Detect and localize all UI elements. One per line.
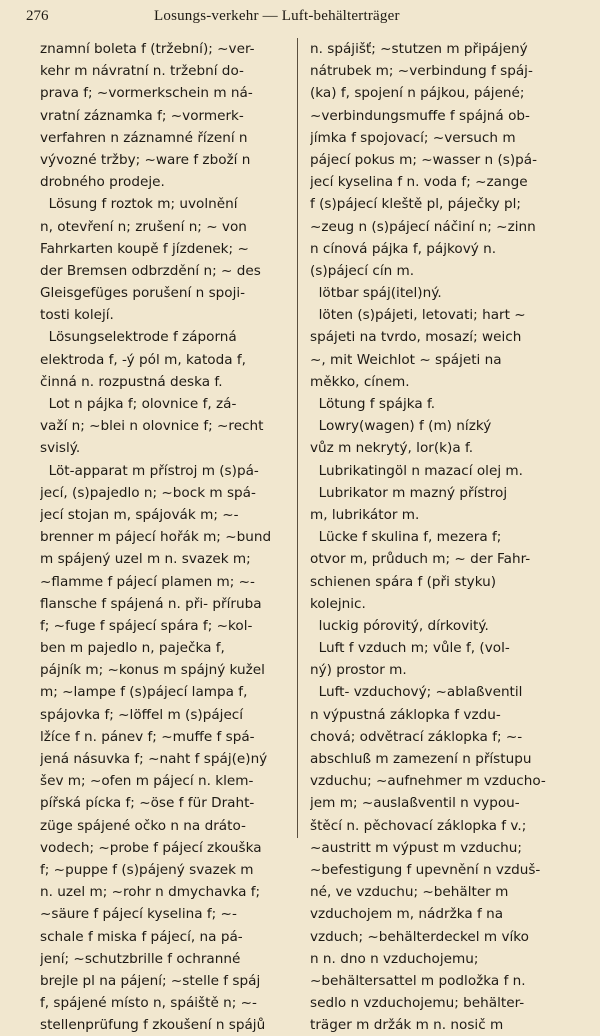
right-column [310,38,582,1036]
dictionary-line: pájník m; ~konus m spájný kužel [40,662,265,679]
dictionary-line: Luft- vzduchový; ~ablaßventil [310,684,523,701]
dictionary-line: jecí, (s)pajedlo n; ~bock m spá- [40,484,256,501]
dictionary-line: n, otevření n; zrušení n; ~ von [40,218,247,235]
dictionary-line: otvor m, průduch m; ~ der Fahr- [310,551,531,568]
dictionary-line: drobného prodeje. [40,174,165,191]
dictionary-line: Lötung f spájka f. [310,396,436,412]
page-header [24,6,580,32]
dictionary-line: stellenprüfung f zkoušení n spájů [40,1017,266,1034]
dictionary-line: ~verbindungsmuffe f spájná ob- [310,107,530,124]
dictionary-line: ~, mit Weichlot ~ spájeti na [310,351,502,368]
running-title: Losungs-verkehr — Luft-behälterträger [154,8,400,24]
dictionary-line: (s)pájecí cín m. [310,262,415,279]
dictionary-line: kolejnic. [310,595,366,612]
dictionary-line: n cínová pájka f, pájkový n. [310,240,497,257]
dictionary-line: činná n. rozpustná deska f. [40,373,223,390]
dictionary-line: vodech; ~probe f pájecí zkouška [40,839,262,856]
dictionary-line: jecí kyselina f n. voda f; ~zange [310,174,528,191]
dictionary-line: Lücke f skulina f, mezera f; [310,529,502,546]
dictionary-line: jímka f spojovací; ~versuch m [310,129,516,146]
dictionary-line: važí n; ~blei n olovnice f; ~recht [40,418,264,435]
dictionary-line: f, spájené místo n, spáiště n; ~- [40,995,257,1012]
dictionary-line: ný) prostor m. [310,662,407,679]
dictionary-line: sedlo n vzduchojemu; behälter- [310,995,525,1012]
dictionary-line: lötbar spáj(itel)ný. [310,285,442,302]
dictionary-line: ~flamme f pájecí plamen m; ~- [40,573,255,590]
dictionary-line: jená násuvka f; ~naht f spáj(e)ný [40,751,268,767]
dictionary-line: jecí stojan m, spájovák m; ~- [40,506,239,523]
dictionary-line: Lubrikator m mazný přístroj [310,484,508,501]
dictionary-line: Fahrkarten koupě f jízdenek; ~ [40,240,249,257]
dictionary-line: chová; odvětrací záklopka f; ~- [310,728,523,745]
dictionary-line: jení; ~schutzbrille f ochranné [40,950,241,967]
dictionary-line: Lowry(wagen) f (m) nízký [310,418,492,435]
dictionary-line: Lösungselektrode f záporná [40,329,237,346]
dictionary-line: abschluß m zamezení n přístupu [310,751,532,767]
dictionary-line: f; ~fuge f spájecí spára f; ~kol- [40,617,253,634]
dictionary-line: spájovka f; ~löffel m (s)pájecí [40,706,244,723]
dictionary-line: luckig pórovitý, dírkovitý. [310,617,489,634]
dictionary-line: lžíce f n. pánev f; ~muffe f spá- [40,728,255,745]
dictionary-line: löten (s)pájeti, letovati; hart ~ [310,307,526,324]
dictionary-line: štěcí n. pěchovací záklopka f v.; [310,817,527,834]
dictionary-line: ~befestigung f upevnění n vzduš- [310,861,541,878]
dictionary-line: Lubrikatingöl n mazací olej m. [310,462,523,479]
dictionary-line: ben m pajedlo n, paječka f, [40,640,225,657]
dictionary-line: né, ve vzduchu; ~behälter m [310,884,509,901]
dictionary-line: tosti kolejí. [40,307,114,324]
dictionary-line: pájecí pokus m; ~wasser n (s)pá- [310,151,537,168]
dictionary-line: m; ~lampe f (s)pájecí lampa f, [40,684,248,701]
dictionary-line: (ka) f, spojení n pájkou, pájené; [310,85,525,102]
dictionary-line: Lösung f roztok m; uvolnění [40,196,238,213]
dictionary-line: vzduch; ~behälterdeckel m víko [310,928,529,945]
dictionary-line: verfahren n záznamné řízení n [40,129,248,146]
dictionary-line: schale f miska f pájecí, na pá- [40,928,243,945]
dictionary-line: ~zeug n (s)pájecí náčiní n; ~zinn [310,218,536,235]
dictionary-line: pířská pícka f; ~öse f für Draht- [40,795,255,812]
dictionary-line: züge spájené očko n na dráto- [40,817,246,834]
dictionary-line: ~austritt m výpust m vzduchu; [310,839,522,856]
dictionary-line: f (s)pájecí kleště pl, páječky pl; [310,196,521,213]
dictionary-line: brenner m pájecí hořák m; ~bund [40,529,272,546]
dictionary-line: kehr m návratní n. tržební do- [40,63,244,80]
dictionary-line: vzduchu; ~aufnehmer m vzducho- [310,773,546,790]
dictionary-line: ~behältersattel m podložka f n. [310,972,526,989]
dictionary-line: n výpustná záklopka f vzdu- [310,706,501,723]
dictionary-line: vůz m nekrytý, lor(k)a f. [310,440,474,457]
left-column [40,38,312,1036]
dictionary-line: vratní záznamka f; ~vormerk- [40,107,244,124]
dictionary-line: elektroda f, -ý pól m, katoda f, [40,351,246,368]
dictionary-line: träger m držák m n. nosič m [310,1017,504,1034]
dictionary-line: flansche f spájená n. při- příruba [40,595,262,612]
dictionary-line: f; ~puppe f (s)pájený svazek m [40,861,254,878]
dictionary-line: m spájený uzel m n. svazek m; [40,551,251,568]
dictionary-line: jem m; ~auslaßventil n vypou- [310,795,520,812]
dictionary-line: vzduchojem m, nádržka f na [310,906,504,923]
dictionary-line: šev m; ~ofen m pájecí n. klem- [40,773,254,790]
dictionary-line: prava f; ~vormerkschein m ná- [40,85,253,102]
dictionary-line: ~säure f pájecí kyselina f; ~- [40,906,237,923]
dictionary-line: n. uzel m; ~rohr n dmychavka f; [40,884,261,901]
dictionary-line: m, lubrikátor m. [310,506,420,523]
dictionary-line: n n. dno n vzduchojemu; [310,950,479,967]
dictionary-line: Löt-apparat m přístroj m (s)pá- [40,462,259,479]
dictionary-line: schienen spára f (při styku) [310,573,497,590]
dictionary-line: der Bremsen odbrzdění n; ~ des [40,262,261,279]
dictionary-line: Lot n pájka f; olovnice f, zá- [40,396,237,412]
dictionary-line: vývozné tržby; ~ware f zboží n [40,151,251,168]
dictionary-line: n. spájišť; ~stutzen m připájený [310,41,528,57]
dictionary-line: Gleisgefüges porušení n spoji- [40,285,246,302]
dictionary-line: brejle pl na pájení; ~stelle f spáj [40,972,261,989]
dictionary-line: znamní boleta f (tržební); ~ver- [40,41,255,57]
dictionary-line: nátrubek m; ~verbindung f spáj- [310,63,533,80]
page-number: 276 [26,8,49,24]
dictionary-line: svislý. [40,440,81,457]
dictionary-line: Luft f vzduch m; vůle f, (vol- [310,640,510,657]
dictionary-line: měkko, cínem. [310,373,410,390]
dictionary-line: spájeti na tvrdo, mosazí; weich [310,329,522,346]
